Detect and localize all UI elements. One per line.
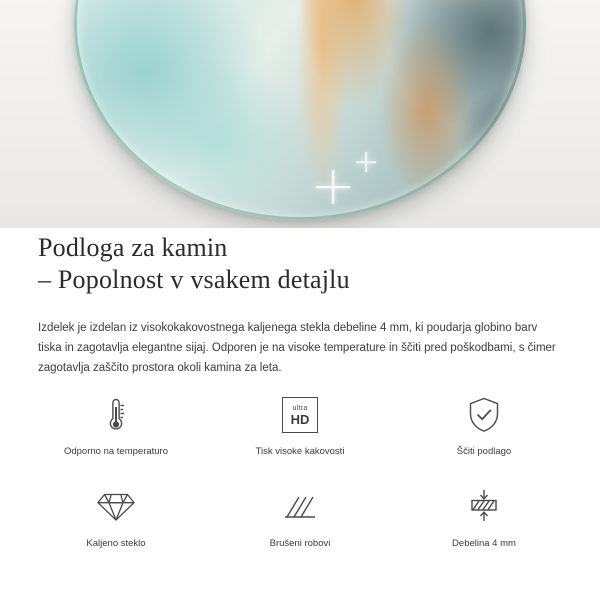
feature-item-surface-protection: [392, 392, 576, 458]
feature-item-thickness: [392, 484, 576, 550]
feature-label: Kaljeno steklo: [86, 538, 146, 549]
thickness-arrows-icon: [456, 484, 512, 530]
headline-line-2: – Popolnost v vsakem detajlu: [38, 265, 350, 294]
ultra-hd-badge-bottom: HD: [290, 411, 310, 427]
feature-label: Debelina 4 mm: [452, 538, 516, 549]
hero-image: [0, 0, 600, 228]
ultra-hd-icon: [272, 392, 328, 438]
feature-label: Brušeni robovi: [269, 538, 331, 549]
feature-grid: [24, 392, 576, 550]
feature-item-polished-edges: [208, 484, 392, 550]
feature-label: Ščiti podlago: [456, 446, 512, 457]
feature-item-temperature: [24, 392, 208, 458]
polished-edges-icon: [272, 484, 328, 530]
headline-line-1: Podloga za kamin: [38, 233, 228, 262]
product-glass-disc: [74, 0, 526, 220]
marble-print-artwork: [74, 0, 526, 220]
description-paragraph: Izdelek je izdelan iz visokokakovostnega kaljenega stekla debeline 4 mm, ki poudarja globino barv tiska in zagotavlja elegantne sijaj. Odporen je na visoke temperature in ščiti pred poškodbami, s čimer zagotavlja zaščito prostora okoli kamina za leta.: [38, 322, 556, 374]
diamond-icon: [88, 484, 144, 530]
feature-label: Odporno na temperaturo: [63, 446, 169, 457]
shield-check-icon: [456, 392, 512, 438]
feature-label: Tisk visoke kakovosti: [255, 446, 345, 457]
content-block: [38, 232, 566, 378]
ultra-hd-badge-top: ultra: [292, 404, 308, 412]
feature-item-tempered-glass: [24, 484, 208, 550]
page-title: [38, 232, 566, 296]
thermometer-icon: [88, 392, 144, 438]
feature-item-print-quality: [208, 392, 392, 458]
